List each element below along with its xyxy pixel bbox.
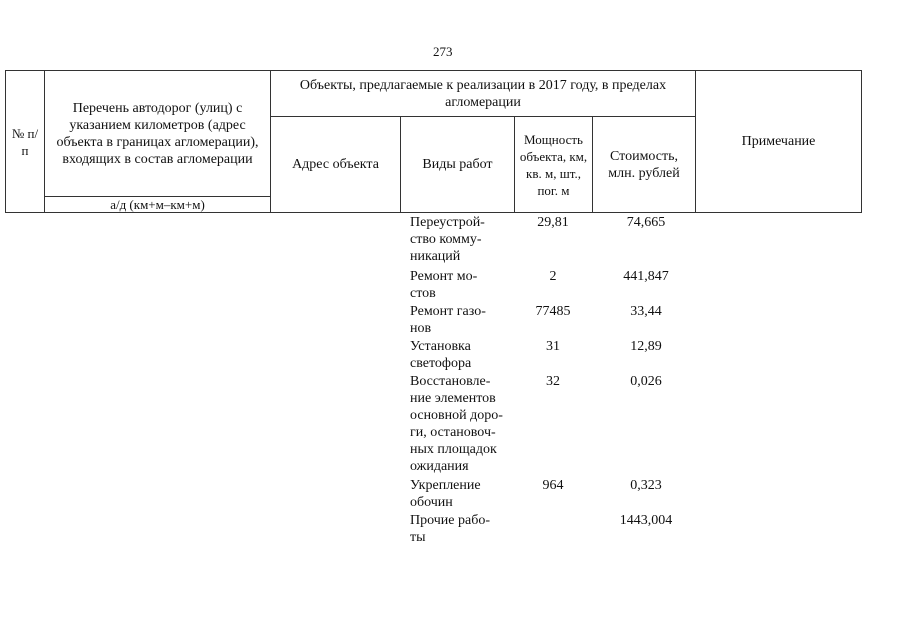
header-km: а/д (км+м–км+м) [45, 197, 271, 213]
work-line: Ремонт мо- [410, 269, 478, 284]
header-num: № п/п [6, 71, 45, 213]
work-line: обочин [410, 495, 453, 510]
work-type-2 [410, 268, 508, 302]
work-line: Установка [410, 339, 471, 354]
work-line: Укрепление [410, 478, 481, 493]
work-line: ство комму- [410, 232, 482, 247]
power-value: 77485 [535, 304, 571, 319]
work-line: никаций [410, 249, 461, 264]
work-line: светофора [410, 356, 472, 371]
page-number: 273 [433, 44, 453, 59]
work-line: Восстановле- [410, 374, 491, 389]
work-line: ных площадок [410, 442, 497, 457]
work-line: Ремонт газо- [410, 304, 486, 319]
header-address: Адрес объекта [271, 117, 401, 213]
power-value: 964 [542, 478, 564, 493]
header-roads: Перечень автодорог (улиц) с указанием километров (адрес объекта в границах агломерации), входящих в состав агломерации [45, 71, 271, 197]
cost-value: 0,323 [630, 478, 662, 493]
work-type-7 [410, 512, 508, 546]
work-line: ты [410, 530, 426, 545]
work-line: Прочие рабо- [410, 513, 490, 528]
cost-value: 441,847 [623, 269, 669, 284]
cost-value: 12,89 [630, 339, 662, 354]
work-type-5 [410, 373, 508, 475]
header-work-type: Виды работ [401, 117, 515, 213]
header-cost: Стоимость, млн. рублей [593, 117, 696, 213]
work-line: нов [410, 321, 432, 336]
work-line: Переустрой- [410, 215, 485, 230]
cost-value: 74,665 [626, 215, 666, 230]
work-line: основной доро- [410, 408, 503, 423]
header-power: Мощность объекта, км, кв. м, шт., пог. м [515, 117, 593, 213]
power-value: 32 [546, 374, 560, 389]
work-type-4 [410, 338, 508, 372]
work-type-6 [410, 477, 508, 511]
header-note: Примечание [696, 71, 862, 213]
header-objects: Объекты, предлагаемые к реализации в 2017 году, в пределах агломерации [271, 71, 696, 117]
power-value: 29,81 [537, 215, 569, 230]
work-line: ожидания [410, 459, 469, 474]
work-line: стов [410, 286, 436, 301]
work-line: ние элементов [410, 391, 496, 406]
work-type-3 [410, 303, 508, 337]
cost-value: 1443,004 [619, 513, 673, 528]
power-value: 31 [546, 339, 560, 354]
cost-value: 33,44 [630, 304, 662, 319]
cost-value: 0,026 [630, 374, 662, 389]
power-value: 2 [549, 269, 557, 284]
header-table [5, 70, 862, 213]
work-line: ги, остановоч- [410, 425, 496, 440]
work-type-1 [410, 214, 508, 265]
